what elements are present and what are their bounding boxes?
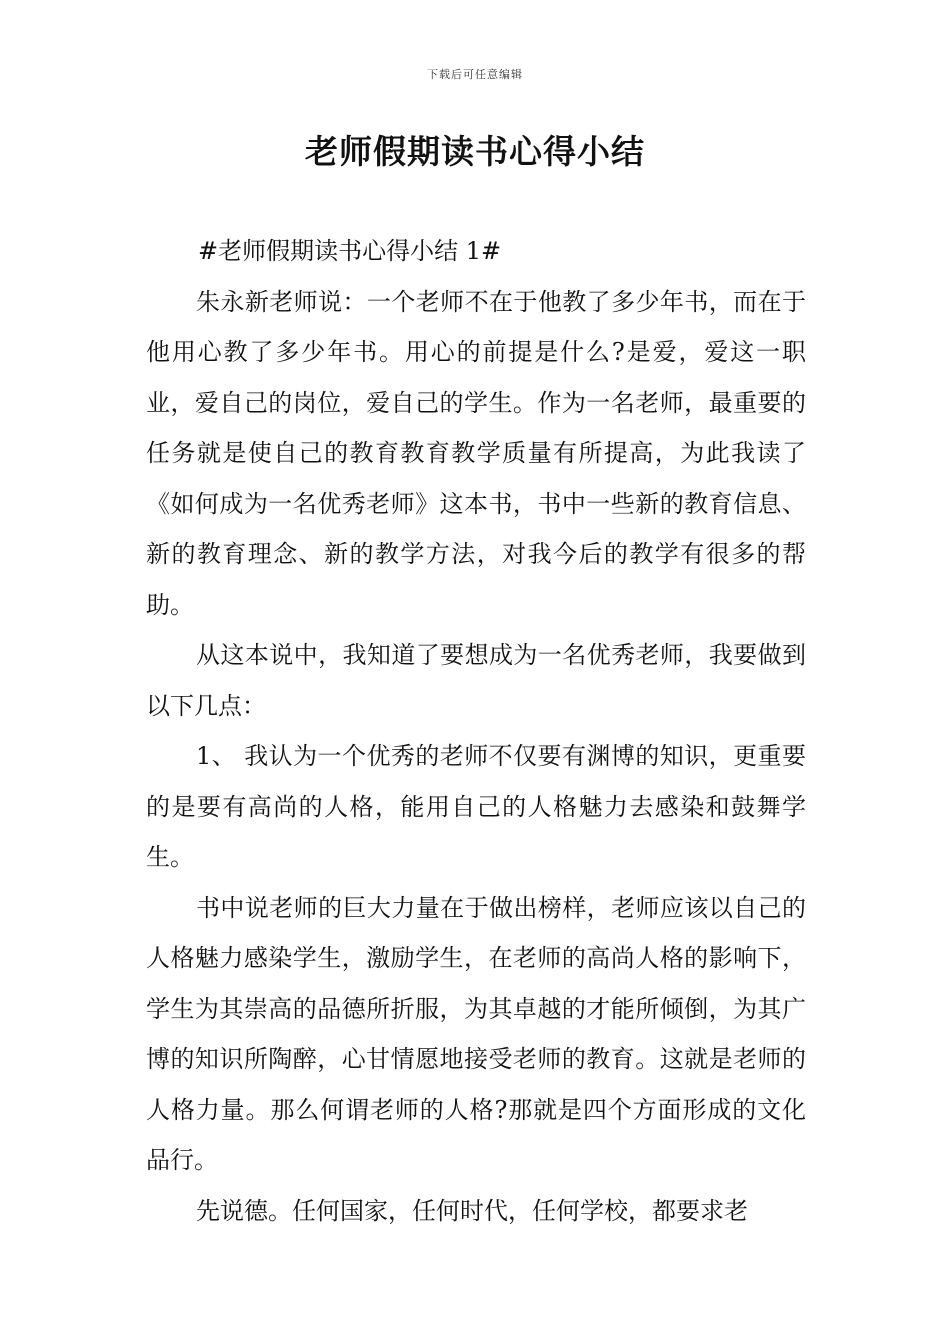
paragraph: 先说德。任何国家，任何时代，任何学校，都要求老 [196,1196,748,1225]
section-heading: #老师假期读书心得小结 1# [198,237,502,265]
paragraph: 书中说老师的巨大力量在于做出榜样，老师应该以自己的人格魅力感染学生，激励学生，在老师的高尚人格的影响下，学生为其崇高的品德所折服，为其卓越的才能所倾倒，为其广博的知识所陶醉，心甘情愿地接受老师的教育。这就是老师的人格力量。那么何谓老师的人格?那就是四个方面形成的文化品行。 [146,893,806,1174]
paragraph: 1、 我认为一个优秀的老师不仅要有渊博的知识，更重要的是要有高尚的人格，能用自己的人格魅力去感染和鼓舞学生。 [146,742,806,871]
document-body [146,226,806,1236]
paragraph: 朱永新老师说：一个老师不在于他教了多少年书，而在于他用心教了多少年书。用心的前提是什么?是爱，爱这一职业，爱自己的岗位，爱自己的学生。作为一名老师，最重要的任务就是使自己的教育教育教学质量有所提高，为此我读了《如何成为一名优秀老师》这本书，书中一些新的教育信息、新的教育理念、新的教学方法，对我今后的教学有很多的帮助。 [146,287,806,619]
document-title: 老师假期读书心得小结 [305,132,645,171]
paragraph: 从这本说中，我知道了要想成为一名优秀老师，我要做到以下几点： [146,641,806,720]
header-note: 下载后可任意编辑 [427,68,523,81]
